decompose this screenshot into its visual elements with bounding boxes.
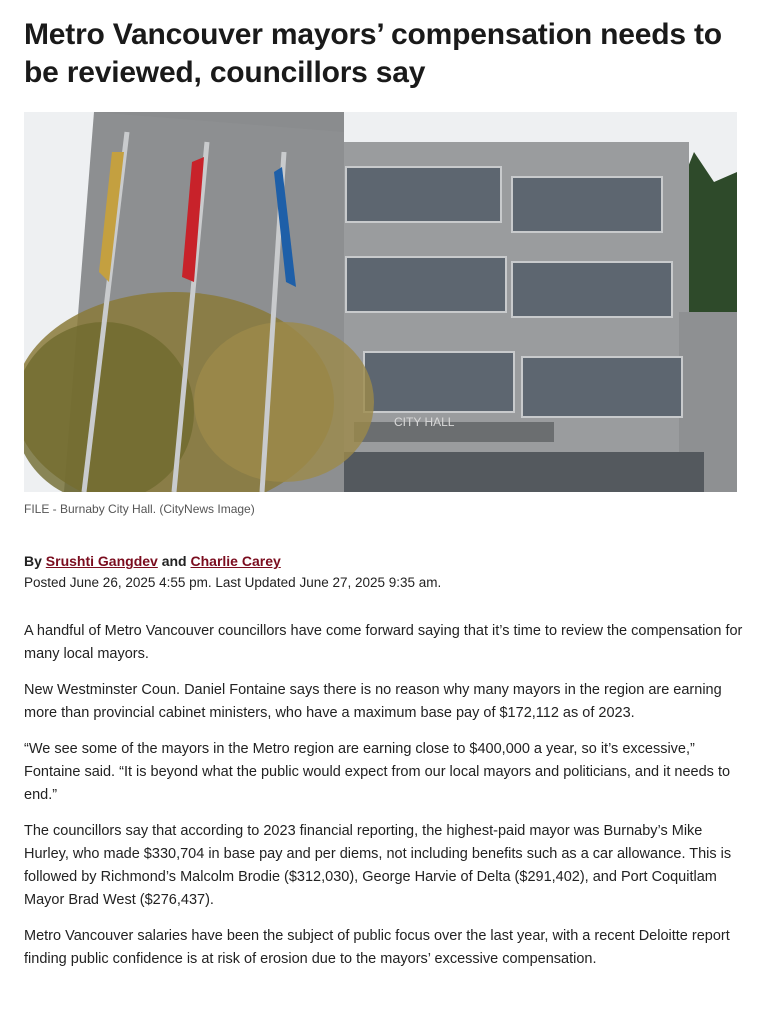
post-timestamps: Posted June 26, 2025 4:55 pm. Last Updated June 27, 2025 9:35 am. [24,575,442,590]
paragraph: The councillors say that according to 2023 financial reporting, the highest-paid mayor was Burnaby’s Mike Hurley, who made $330,704 in base pay and per diems, not including benefits such as a car allowance. This is followed by Richmond’s Malcolm Brodie ($312,030), George Harvie of Delta ($291,402), and Port Coquitlam Mayor Brad West ($276,437). [24,823,732,908]
article [0,16,772,971]
photo-caption: FILE - Burnaby City Hall. (CityNews Image) [24,502,255,516]
author-link-1[interactable]: Srushti Gangdev [45,553,158,569]
paragraph: “We see some of the mayors in the Metro region are earning close to $400,000 a year, so it’s excessive,” Fontaine said. “It is beyond what the public would expect from our local mayors and politicians, and it needs to end.” [24,741,731,803]
article-body [24,620,748,971]
byline-prefix: By [24,553,42,569]
city-hall-photo [24,112,737,492]
city-hall-sign: CITY HALL [394,415,455,429]
paragraph: New Westminster Coun. Daniel Fontaine says there is no reason why many mayors in the region are earning more than provincial cabinet ministers, who have a maximum base pay of $172,112 as of 2023. [24,682,722,721]
byline [24,553,748,569]
article-title: Metro Vancouver mayors’ compensation needs to be reviewed, councillors say [24,18,722,89]
author-link-2[interactable]: Charlie Carey [190,553,281,569]
paragraph: A handful of Metro Vancouver councillors have come forward saying that it’s time to review the compensation for many local mayors. [24,623,743,662]
paragraph: Metro Vancouver salaries have been the subject of public focus over the last year, with a recent Deloitte report finding public confidence is at risk of erosion due to the mayors’ excessive compensation. [24,928,730,967]
article-photo [24,112,737,492]
byline-conj: and [161,553,187,569]
